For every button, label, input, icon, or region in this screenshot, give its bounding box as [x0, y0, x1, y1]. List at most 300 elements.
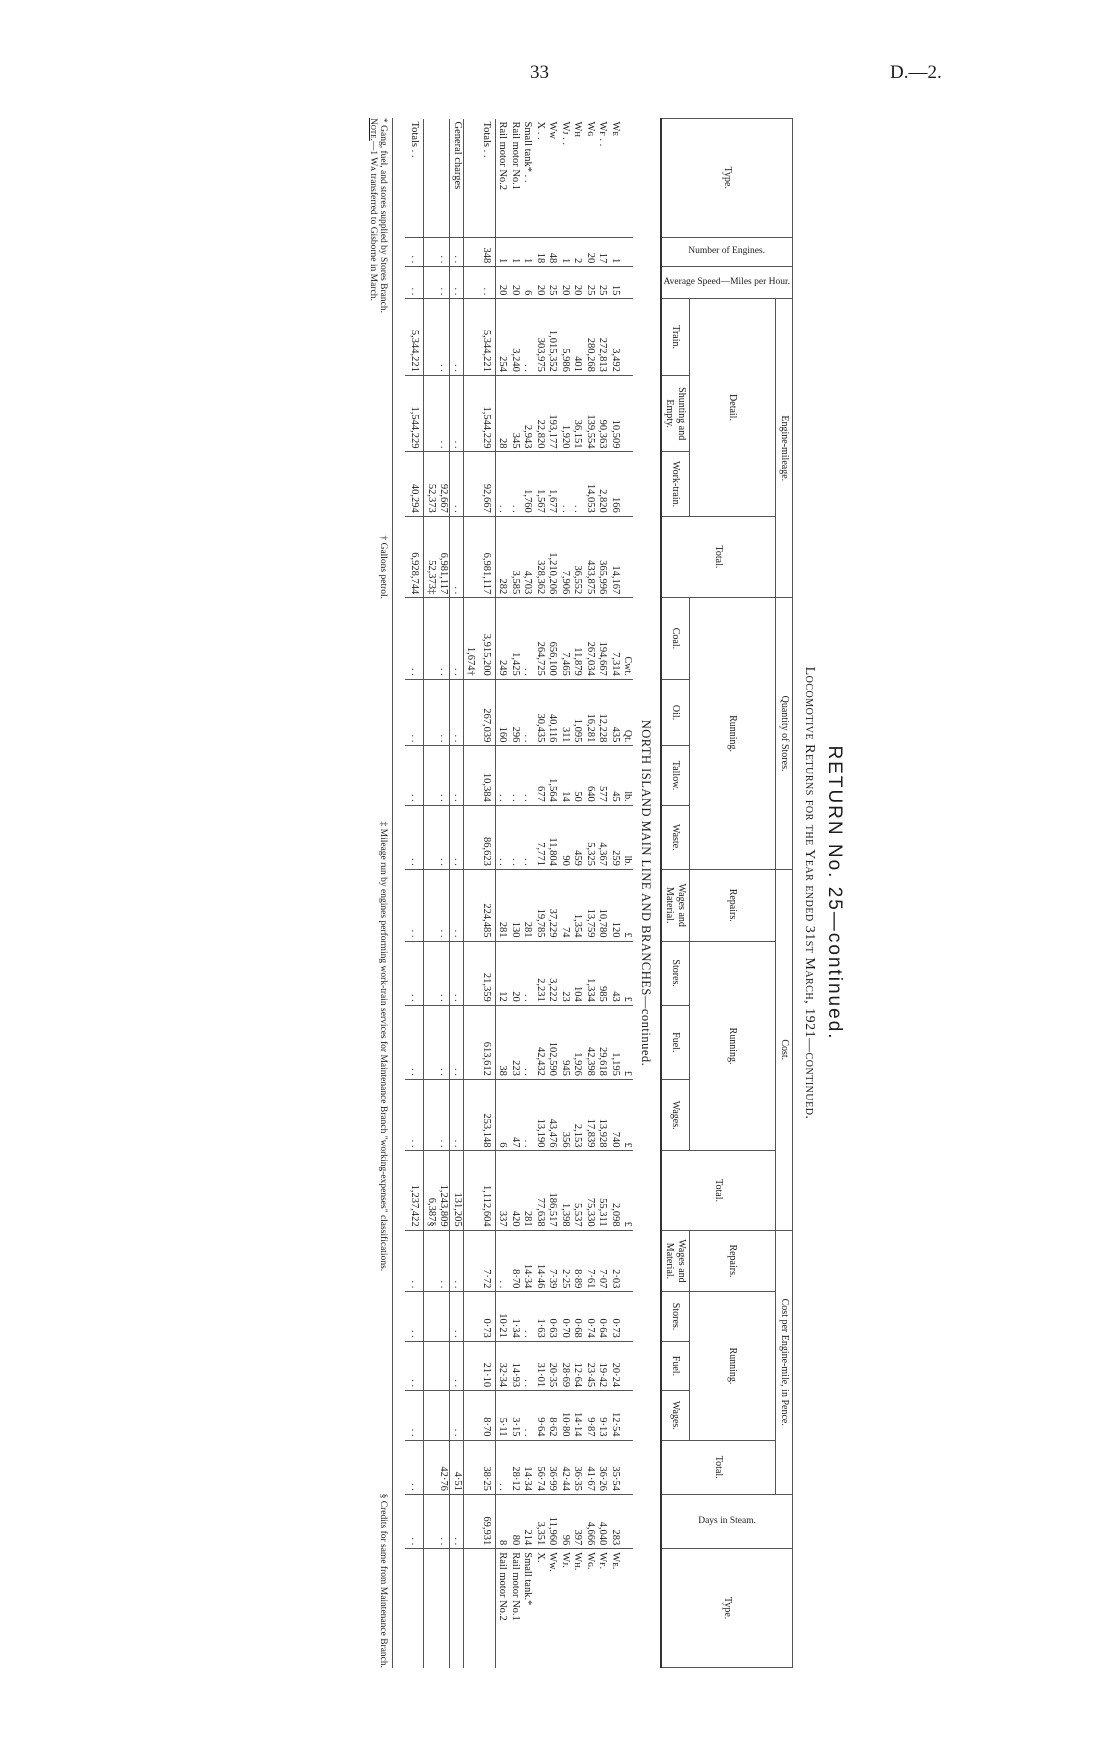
cell-p-total: 28·12 — [508, 1440, 521, 1494]
cell-p-repairs: 2·03 — [608, 1230, 621, 1292]
unit-stores: £ — [621, 941, 634, 1005]
cell-train: 401 — [571, 299, 584, 376]
cell-c-wages: 13,928 — [596, 1079, 609, 1151]
col-cost-stores: Stores. — [661, 941, 690, 1005]
adjustment-row-b: 52,373 52,373‡ 6,387§ — [424, 119, 437, 1668]
footnote-double-dagger: ‡ Mileage run by engines performing work-train services for Maintenance Branch "working-expenses" classifications. — [377, 821, 388, 1272]
col-quantity-of-stores: Quantity of Stores. — [776, 598, 793, 870]
cell-days: 3,351 — [533, 1494, 546, 1548]
cell-type2: Wғ. — [596, 1549, 609, 1668]
cell-c-repairs: 130 — [508, 869, 521, 941]
unit-waste: lb. — [621, 805, 634, 869]
cell-c-wages: 6 — [495, 1079, 508, 1151]
document-code: D.—2. — [890, 62, 942, 83]
cell-c-repairs: 120 — [608, 869, 621, 941]
cell-days: 214 — [521, 1494, 534, 1548]
cell-c-stores: 43 — [608, 941, 621, 1005]
cell-total: 7,906 — [558, 516, 571, 598]
cell-c-wages: 17,839 — [583, 1079, 596, 1151]
cell-engines: 17 — [596, 237, 609, 267]
cell-speed: 20 — [508, 267, 521, 299]
cell-work: . . — [495, 452, 508, 516]
cell-shunting: 193,177 — [546, 375, 559, 452]
cell-tallow: . . — [508, 746, 521, 805]
col-cost-per-mile: Cost per Engine-mile, in Pence. — [776, 1230, 793, 1494]
cell-oil: 160 — [495, 679, 508, 746]
cell-c-repairs: 281 — [521, 869, 534, 941]
cell-work: . . — [571, 452, 584, 516]
cell-c-fuel: 38 — [495, 1005, 508, 1079]
col-engine-mileage: Engine-mileage. — [776, 299, 793, 598]
cell-type: Small tank* . . — [522, 121, 534, 183]
totals-row: Totals . . 348 . . 5,344,221 1,544,229 92,667 6,981,117 3,915,200 267,039 10,384 86,623 224,485 21,359 613,612 253,148 1,112,604 7·72 0·73 21·10 8·70 38·25 69,931 — [476, 119, 495, 1668]
col-stores-running: Running. — [689, 598, 776, 870]
unit-fuel: £ — [621, 1005, 634, 1079]
cell-p-stores: . . — [521, 1292, 534, 1341]
cell-type: X . . — [534, 121, 546, 140]
cell-engines: 1 — [495, 237, 508, 267]
cell-type: Wᴇ — [609, 121, 621, 137]
cell-p-wages: 3·15 — [508, 1391, 521, 1440]
cell-type2: Wɢ. — [583, 1549, 596, 1668]
cell-p-stores: 0·70 — [558, 1292, 571, 1341]
cell-p-repairs: 7·61 — [583, 1230, 596, 1292]
cell-coal: 194,667 — [596, 598, 609, 680]
table-row — [495, 119, 508, 1668]
cell-total: 282 — [495, 516, 508, 598]
cell-tallow: 677 — [533, 746, 546, 805]
cell-c-total: 77,638 — [533, 1151, 546, 1230]
cell-c-stores: 1,334 — [583, 941, 596, 1005]
cell-p-fuel: 31·01 — [533, 1341, 546, 1390]
cell-p-fuel: 20·35 — [546, 1341, 559, 1390]
cell-p-fuel: 32·34 — [495, 1341, 508, 1390]
cell-shunting: 2,943 — [521, 375, 534, 452]
cell-speed: 20 — [533, 267, 546, 299]
cell-c-total: 55,311 — [596, 1151, 609, 1230]
cell-work: . . — [558, 452, 571, 516]
cell-oil: 435 — [608, 679, 621, 746]
cell-total: 365,996 — [596, 516, 609, 598]
col-type-right: Type. — [661, 1549, 793, 1668]
cell-engines: 1 — [608, 237, 621, 267]
cell-p-total: 35·54 — [608, 1440, 621, 1494]
table-row — [508, 119, 521, 1668]
cell-work: 14,053 — [583, 452, 596, 516]
cell-shunting: 28 — [495, 375, 508, 452]
cell-type: Wғ . . — [597, 121, 609, 147]
cell-tallow: . . — [495, 746, 508, 805]
totals-petrol-row — [463, 119, 476, 1668]
col-train: Train. — [661, 299, 690, 376]
cell-speed: 15 — [608, 267, 621, 299]
cell-p-stores: 0·68 — [571, 1292, 584, 1341]
cell-tallow: 14 — [558, 746, 571, 805]
cell-speed: 20 — [558, 267, 571, 299]
cell-c-wages: 740 — [608, 1079, 621, 1151]
col-work-train: Work-train. — [661, 452, 690, 516]
cell-c-stores: 2,231 — [533, 941, 546, 1005]
cell-work: 1,677 — [546, 452, 559, 516]
cell-coal: 7,465 — [558, 598, 571, 680]
cell-p-repairs: 8·70 — [508, 1230, 521, 1292]
cell-p-fuel: 28·69 — [558, 1341, 571, 1390]
cell-c-repairs: 281 — [495, 869, 508, 941]
cell-c-fuel: 1,195 — [608, 1005, 621, 1079]
cell-c-repairs: 1,354 — [571, 869, 584, 941]
col-shunting: Shunting and Empty. — [661, 375, 690, 452]
unit-repairs: £ — [621, 869, 634, 941]
cell-oil: 311 — [558, 679, 571, 746]
cell-coal: 264,725 — [533, 598, 546, 680]
cell-c-repairs: 37,229 — [546, 869, 559, 941]
col-pence-fuel: Fuel. — [661, 1341, 690, 1390]
cell-c-stores: 104 — [571, 941, 584, 1005]
cell-c-stores: . . — [521, 941, 534, 1005]
table-header — [661, 119, 793, 1668]
col-cost-wages-material: Wages and Material. — [661, 869, 690, 941]
cell-engines: 2 — [571, 237, 584, 267]
cell-p-repairs: 8·89 — [571, 1230, 584, 1292]
cell-p-stores: 0·64 — [596, 1292, 609, 1341]
cell-oil: 12,228 — [596, 679, 609, 746]
cell-engines: 1 — [521, 237, 534, 267]
cell-oil: 16,281 — [583, 679, 596, 746]
cell-speed: 20 — [571, 267, 584, 299]
cell-c-total: 281 — [521, 1151, 534, 1230]
cell-engines: 1 — [558, 237, 571, 267]
cell-shunting: 36,151 — [571, 375, 584, 452]
cell-waste: 11,804 — [546, 805, 559, 869]
cell-train: 272,813 — [596, 299, 609, 376]
table-row — [608, 119, 621, 1668]
cell-p-repairs: 7·39 — [546, 1230, 559, 1292]
cell-total: 14,167 — [608, 516, 621, 598]
cell-days: 4,040 — [596, 1494, 609, 1548]
table-row — [533, 119, 546, 1668]
cell-c-fuel: . . — [521, 1005, 534, 1079]
cell-c-fuel: 42,432 — [533, 1005, 546, 1079]
cell-p-total: 41·67 — [583, 1440, 596, 1494]
cell-p-repairs: 14·34 — [521, 1230, 534, 1292]
table-row — [521, 119, 534, 1668]
cell-oil: . . — [521, 679, 534, 746]
unit-wages: £ — [621, 1079, 634, 1151]
cell-waste: 259 — [608, 805, 621, 869]
cell-c-stores: 985 — [596, 941, 609, 1005]
cell-days: 8 — [495, 1494, 508, 1548]
cell-engines: 48 — [546, 237, 559, 267]
cell-p-wages: 8·62 — [546, 1391, 559, 1440]
cell-waste: 5,325 — [583, 805, 596, 869]
cell-oil: 296 — [508, 679, 521, 746]
cell-work: 2,820 — [596, 452, 609, 516]
cell-speed: 25 — [596, 267, 609, 299]
cell-waste: . . — [495, 805, 508, 869]
cell-oil: 30,435 — [533, 679, 546, 746]
col-waste: Waste. — [661, 805, 690, 869]
cell-type2: Ww. — [546, 1549, 559, 1668]
units-row — [621, 119, 634, 1668]
cell-c-total: 337 — [495, 1151, 508, 1230]
cell-p-total: 36·99 — [546, 1440, 559, 1494]
cell-tallow: 1,564 — [546, 746, 559, 805]
cell-p-total: 36·26 — [596, 1440, 609, 1494]
cell-shunting: 10,509 — [608, 375, 621, 452]
cell-p-wages: . . — [521, 1391, 534, 1440]
cell-train: 5,986 — [558, 299, 571, 376]
cell-type2: Rail motor No.2 — [495, 1549, 508, 1668]
cell-p-repairs: 2·25 — [558, 1230, 571, 1292]
cell-total: 4,703 — [521, 516, 534, 598]
cell-p-repairs: 14·46 — [533, 1230, 546, 1292]
col-cost-total: Total. — [661, 1151, 776, 1230]
cell-c-stores: 23 — [558, 941, 571, 1005]
cell-train: 3,240 — [508, 299, 521, 376]
col-mileage-total: Total. — [661, 516, 776, 598]
cell-tallow: 45 — [608, 746, 621, 805]
cell-p-wages: 9·13 — [596, 1391, 609, 1440]
cell-p-fuel: 19·42 — [596, 1341, 609, 1390]
cell-p-fuel: 20·24 — [608, 1341, 621, 1390]
table-row — [583, 119, 596, 1668]
col-pence-stores: Stores. — [661, 1292, 690, 1341]
cell-days: 397 — [571, 1494, 584, 1548]
col-average-speed: Average Speed—Miles per Hour. — [661, 267, 793, 299]
col-pence-wages-material: Wages and Material. — [661, 1230, 690, 1292]
cell-total: 1,210,206 — [546, 516, 559, 598]
cell-tallow: 640 — [583, 746, 596, 805]
cell-type: Rail motor No.2 — [497, 121, 509, 191]
cell-work: 1,567 — [533, 452, 546, 516]
cell-p-total: 42·44 — [558, 1440, 571, 1494]
adjustment-row-a: . . . . . . . . 92,667 6,981,117 . . . . . . . . . . . . . . . . 1,243,809 . . 42·76 . . — [437, 119, 450, 1668]
cell-p-wages: 14·14 — [571, 1391, 584, 1440]
cell-days: 283 — [608, 1494, 621, 1548]
cell-c-wages: 356 — [558, 1079, 571, 1151]
cell-speed: 6 — [521, 267, 534, 299]
cell-waste: . . — [508, 805, 521, 869]
cell-shunting: 90,363 — [596, 375, 609, 452]
cell-p-stores: 1·63 — [533, 1292, 546, 1341]
cell-coal: 267,034 — [583, 598, 596, 680]
cell-train: 303,975 — [533, 299, 546, 376]
cell-coal: 11,879 — [571, 598, 584, 680]
cell-type: Wᴊ . . — [559, 121, 571, 146]
cell-p-wages: 10·80 — [558, 1391, 571, 1440]
cell-c-fuel: 1,926 — [571, 1005, 584, 1079]
cell-c-wages: 43,476 — [546, 1079, 559, 1151]
cell-p-fuel: 23·45 — [583, 1341, 596, 1390]
cell-type: Rail motor No.1 — [509, 121, 521, 191]
cell-c-repairs: 10,780 — [596, 869, 609, 941]
footnote-star-and-note: * Gang, fuel, and stores supplied by Stores Branch. Note.—1 Wᴀ transferred to Gisborne in March. — [367, 118, 388, 313]
return-subtitle: Locomotive Returns for the Year ended 31st March, 1921—continued. — [802, 666, 817, 1120]
cell-speed: 25 — [546, 267, 559, 299]
table-body — [495, 119, 661, 1668]
page-number: 33 — [530, 62, 549, 83]
cell-p-stores: 0·74 — [583, 1292, 596, 1341]
cell-c-stores: 12 — [495, 941, 508, 1005]
section-title-row — [633, 119, 661, 1668]
cell-c-wages: 13,190 — [533, 1079, 546, 1151]
cell-p-fuel: 14·93 — [508, 1341, 521, 1390]
cell-work: 1,760 — [521, 452, 534, 516]
cell-engines: 18 — [533, 237, 546, 267]
cell-c-repairs: 19,785 — [533, 869, 546, 941]
cell-coal: 249 — [495, 598, 508, 680]
cell-days: 4,666 — [583, 1494, 596, 1548]
cell-engines: 1 — [508, 237, 521, 267]
footnote-dagger: † Gallons petrol. — [377, 535, 388, 600]
cell-type: Wʜ — [572, 121, 584, 138]
table-row — [596, 119, 609, 1668]
cell-c-total: 1,398 — [558, 1151, 571, 1230]
cell-p-wages: 5·11 — [495, 1391, 508, 1440]
cell-p-stores: 1·34 — [508, 1292, 521, 1341]
col-oil: Oil. — [661, 679, 690, 746]
cell-c-stores: 20 — [508, 941, 521, 1005]
final-totals-row: Totals . . . . . . 5,344,221 1,544,229 40,294 6,928,744 . . . . . . . . . . . . . . . . 1,237,422 . . . . . . . . . . . . — [405, 119, 424, 1668]
cell-p-repairs: . . — [495, 1230, 508, 1292]
cell-train: 1,015,352 — [546, 299, 559, 376]
cell-p-fuel: . . — [521, 1341, 534, 1390]
col-pence-wages: Wages. — [661, 1391, 690, 1440]
cell-oil: 1,095 — [571, 679, 584, 746]
cell-p-stores: 0·63 — [546, 1292, 559, 1341]
petrol-gallons: 1,674† — [463, 598, 476, 680]
unit-total: £ — [621, 1151, 634, 1230]
col-pence-total: Total. — [661, 1440, 776, 1494]
table-row — [571, 119, 584, 1668]
cell-type2: Wʜ. — [571, 1549, 584, 1668]
cell-c-fuel: 223 — [508, 1005, 521, 1079]
section-title: NORTH ISLAND MAIN LINE AND BRANCHES—continued. — [638, 719, 653, 1067]
cell-coal: 1,425 — [508, 598, 521, 680]
unit-tallow: lb. — [621, 746, 634, 805]
unit-oil: Qt. — [621, 679, 634, 746]
cell-c-total: 5,537 — [571, 1151, 584, 1230]
cell-type: Ww — [547, 121, 559, 139]
cell-c-fuel: 102,590 — [546, 1005, 559, 1079]
cell-total: 3,585 — [508, 516, 521, 598]
cell-total: 433,875 — [583, 516, 596, 598]
footnote-section: § Credits for same from Maintenance Branch. — [377, 1493, 388, 1668]
cell-train: 254 — [495, 299, 508, 376]
cell-c-total: 186,517 — [546, 1151, 559, 1230]
col-days-in-steam: Days in Steam. — [661, 1494, 793, 1548]
cell-p-wages: 9·64 — [533, 1391, 546, 1440]
col-number-of-engines: Number of Engines. — [661, 237, 793, 267]
cell-tallow: . . — [521, 746, 534, 805]
cell-train: . . — [521, 299, 534, 376]
col-cost-fuel: Fuel. — [661, 1005, 690, 1079]
cell-c-fuel: 945 — [558, 1005, 571, 1079]
cell-work: 166 — [608, 452, 621, 516]
cell-shunting: 345 — [508, 375, 521, 452]
cell-type2: Wᴇ. — [608, 1549, 621, 1668]
footnotes — [368, 118, 393, 1668]
cell-c-total: 75,330 — [583, 1151, 596, 1230]
col-pence-repairs: Repairs. — [689, 1230, 776, 1292]
cell-p-total: 36·35 — [571, 1440, 584, 1494]
cell-work: . . — [508, 452, 521, 516]
col-detail: Detail. — [689, 299, 776, 516]
table-row — [546, 119, 559, 1668]
table-row — [558, 119, 571, 1668]
cell-p-fuel: 12·64 — [571, 1341, 584, 1390]
col-pence-running: Running. — [689, 1292, 776, 1440]
cell-tallow: 577 — [596, 746, 609, 805]
cell-c-wages: 2,153 — [571, 1079, 584, 1151]
general-charges-row: General charges . . . . . . . . . . . . . . . . . . . . . . . . . . . . 131,205 . . . . . . . . 4·51 . . — [450, 119, 464, 1668]
cell-p-wages: 9·87 — [583, 1391, 596, 1440]
cell-waste: 459 — [571, 805, 584, 869]
cell-p-stores: 10·21 — [495, 1292, 508, 1341]
cell-speed: 20 — [495, 267, 508, 299]
cell-shunting: 1,920 — [558, 375, 571, 452]
cell-type2: X. — [533, 1549, 546, 1668]
cell-train: 3,492 — [608, 299, 621, 376]
cell-c-wages: 47 — [508, 1079, 521, 1151]
cell-c-wages: . . — [521, 1079, 534, 1151]
cell-oil: 40,116 — [546, 679, 559, 746]
cell-p-repairs: 7·07 — [596, 1230, 609, 1292]
cell-train: 280,268 — [583, 299, 596, 376]
cell-c-total: 2,098 — [608, 1151, 621, 1230]
locomotive-returns-table — [405, 118, 793, 1668]
cell-shunting: 139,554 — [583, 375, 596, 452]
cell-type: Wɢ — [584, 121, 596, 137]
cell-days: 11,960 — [546, 1494, 559, 1548]
cell-p-total: . . — [495, 1440, 508, 1494]
cell-speed: 25 — [583, 267, 596, 299]
col-cost-wages: Wages. — [661, 1079, 690, 1151]
cell-type2: Rail motor No.1 — [508, 1549, 521, 1668]
cell-c-stores: 3,222 — [546, 941, 559, 1005]
col-tallow: Tallow. — [661, 746, 690, 805]
return-title: RETURN No. 25—continued. — [824, 745, 845, 1041]
cell-tallow: 50 — [571, 746, 584, 805]
table-totals — [405, 119, 496, 1668]
cell-type2: Wᴊ. — [558, 1549, 571, 1668]
cell-waste: 7,771 — [533, 805, 546, 869]
cell-c-total: 420 — [508, 1151, 521, 1230]
cell-c-repairs: 13,759 — [583, 869, 596, 941]
cell-engines: 20 — [583, 237, 596, 267]
cell-shunting: 22,820 — [533, 375, 546, 452]
cell-p-stores: 0·73 — [608, 1292, 621, 1341]
cell-coal: 7,314 — [608, 598, 621, 680]
unit-coal: Cwt. — [621, 598, 634, 680]
cell-c-fuel: 42,398 — [583, 1005, 596, 1079]
col-cost: Cost. — [776, 869, 793, 1230]
cell-type2: Small tank.* — [521, 1549, 534, 1668]
cell-coal: 656,100 — [546, 598, 559, 680]
cell-waste: . . — [521, 805, 534, 869]
cell-c-repairs: 74 — [558, 869, 571, 941]
rotated-return-table — [267, 118, 847, 1668]
col-cost-running: Running. — [689, 941, 776, 1151]
cell-waste: 90 — [558, 805, 571, 869]
col-type: Type. — [661, 119, 793, 238]
cell-waste: 4,367 — [596, 805, 609, 869]
cell-p-total: 14·34 — [521, 1440, 534, 1494]
cell-total: 328,362 — [533, 516, 546, 598]
cell-days: 80 — [508, 1494, 521, 1548]
cell-total: 36,552 — [571, 516, 584, 598]
cell-c-fuel: 29,618 — [596, 1005, 609, 1079]
